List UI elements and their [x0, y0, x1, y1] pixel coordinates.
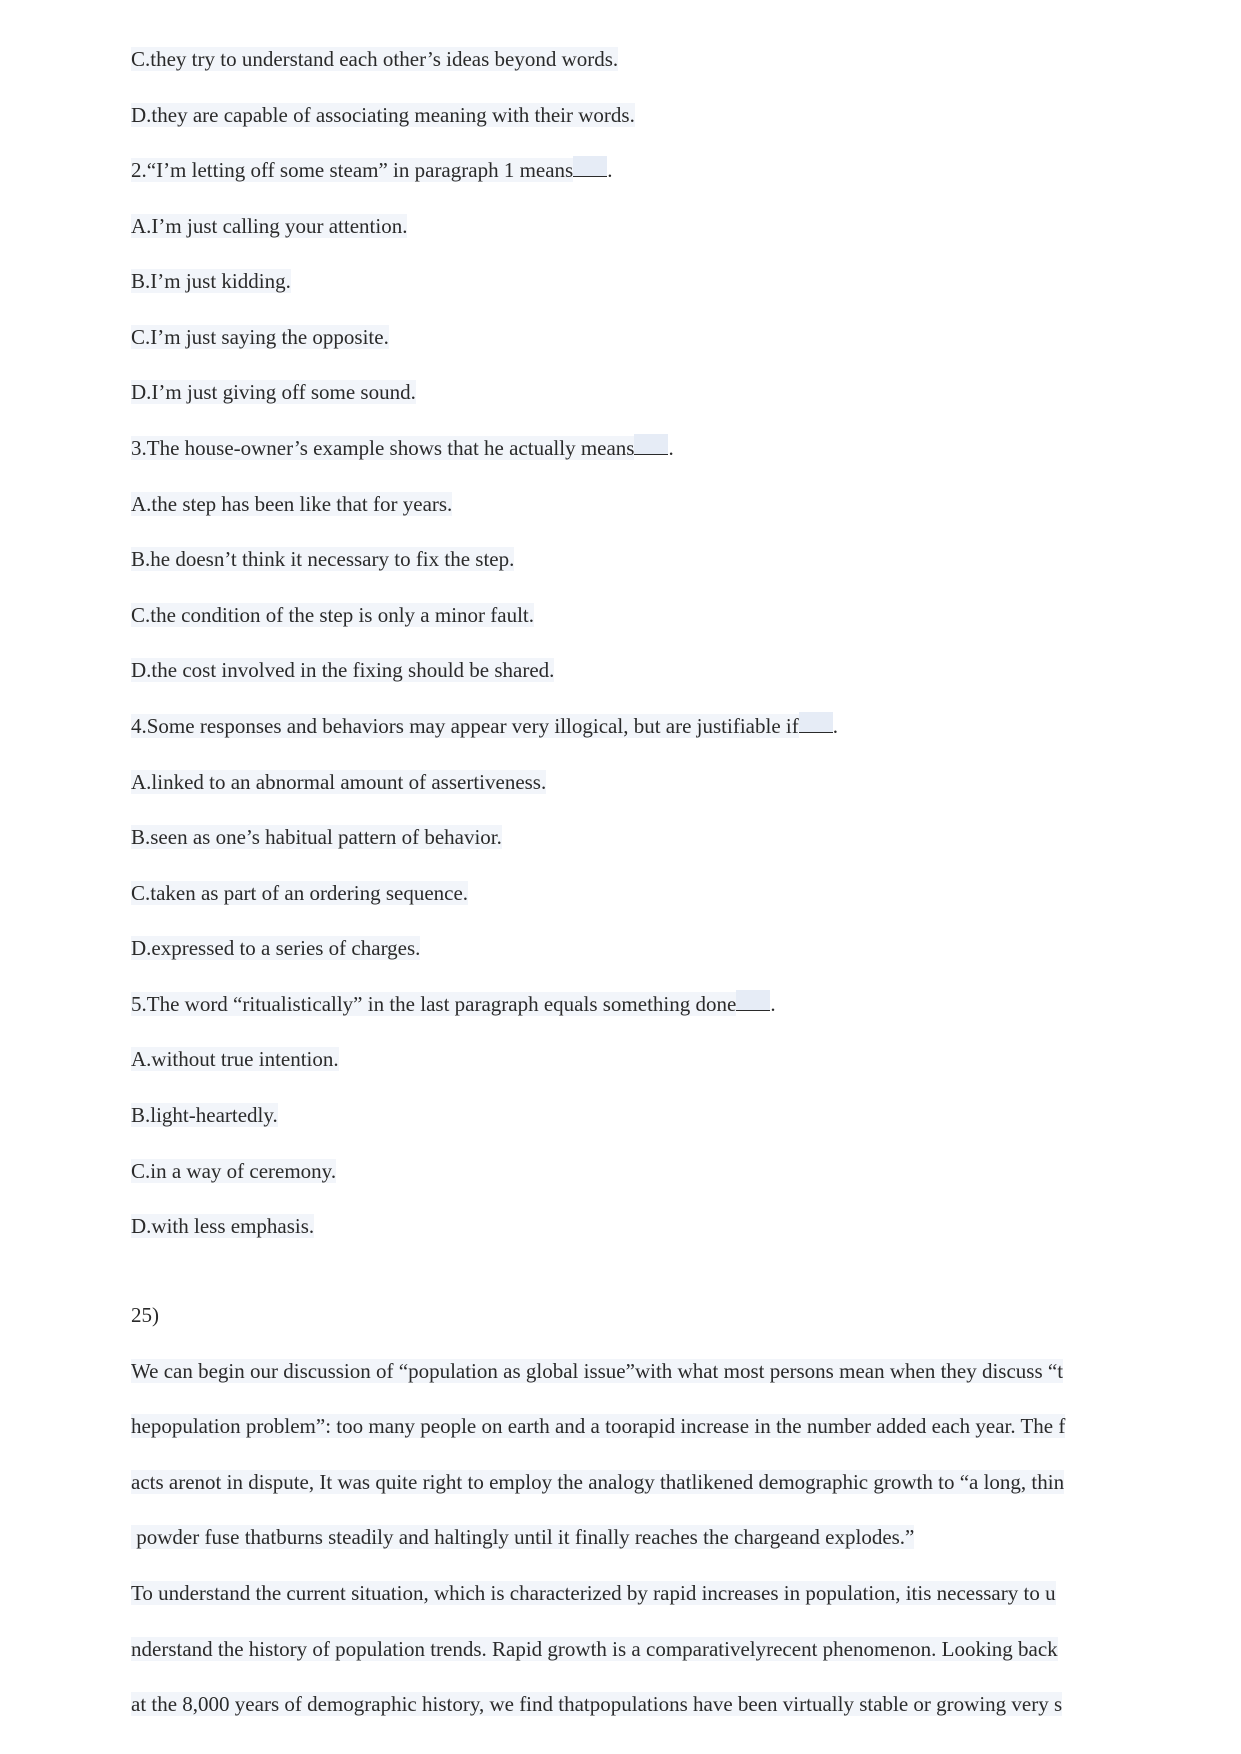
- passage-line: at the 8,000 years of demographic history, we find thatpopulations have been virtually stable or growing very s: [131, 1692, 1063, 1716]
- answer-blank: [799, 712, 833, 733]
- option-line: B.seen as one’s habitual pattern of behavior.: [131, 825, 502, 849]
- passage-line: acts arenot in dispute, It was quite right to employ the analogy thatlikened demographic growth to “a long, thin: [131, 1470, 1065, 1494]
- answer-blank: [736, 990, 770, 1011]
- passage-line: powder fuse thatburns steadily and haltingly until it finally reaches the chargeand explodes.”: [131, 1525, 915, 1549]
- option-line: A.I’m just calling your attention.: [131, 214, 408, 238]
- option-line: C.taken as part of an ordering sequence.: [131, 881, 469, 905]
- option-line: D.the cost involved in the fixing should be shared.: [131, 658, 555, 682]
- passage-line: nderstand the history of population trends. Rapid growth is a comparativelyrecent phenomenon. Looking back: [131, 1637, 1058, 1661]
- passage-line: To understand the current situation, which is characterized by rapid increases in population, itis necessary to u: [131, 1581, 1056, 1605]
- question-line: 3.The house-owner’s example shows that he actually means .: [131, 436, 674, 460]
- option-line: B.I’m just kidding.: [131, 269, 291, 293]
- option-line: D.they are capable of associating meaning with their words.: [131, 103, 635, 127]
- option-line: D.with less emphasis.: [131, 1214, 315, 1238]
- option-line: C.they try to understand each other’s ideas beyond words.: [131, 47, 619, 71]
- question-line: 2.“I’m letting off some steam” in paragraph 1 means .: [131, 158, 613, 182]
- question-line: 4.Some responses and behaviors may appear very illogical, but are justifiable if .: [131, 714, 838, 738]
- option-line: D.expressed to a series of charges.: [131, 936, 421, 960]
- answer-blank: [573, 156, 607, 177]
- option-line: D.I’m just giving off some sound.: [131, 380, 416, 404]
- option-line: A.without true intention.: [131, 1047, 339, 1071]
- option-line: A.linked to an abnormal amount of assertiveness.: [131, 770, 547, 794]
- option-line: B.he doesn’t think it necessary to fix the step.: [131, 547, 515, 571]
- passage-line: hepopulation problem”: too many people on earth and a toorapid increase in the number added each year. The f: [131, 1414, 1066, 1438]
- option-line: C.the condition of the step is only a minor fault.: [131, 603, 535, 627]
- question-line: 5.The word “ritualistically” in the last paragraph equals something done .: [131, 992, 776, 1016]
- answer-blank: [634, 434, 668, 455]
- option-line: C.I’m just saying the opposite.: [131, 325, 389, 349]
- section-number: 25): [131, 1303, 159, 1327]
- option-line: A.the step has been like that for years.: [131, 492, 453, 516]
- option-line: B.light-heartedly.: [131, 1103, 278, 1127]
- option-line: C.in a way of ceremony.: [131, 1159, 337, 1183]
- passage-line: We can begin our discussion of “population as global issue”with what most persons mean when they discuss “t: [131, 1359, 1064, 1383]
